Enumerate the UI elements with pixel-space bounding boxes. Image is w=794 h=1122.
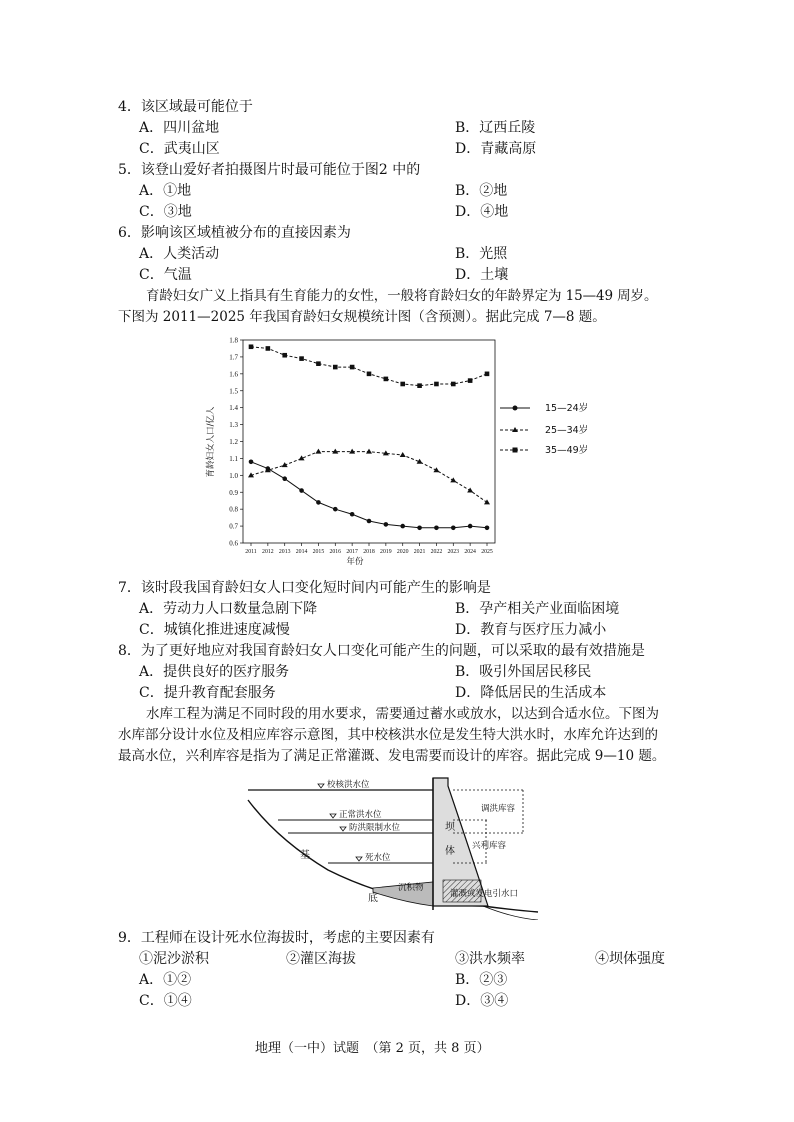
- population-chart: [195, 332, 535, 572]
- intro-7-8-line2: 下图为 2011—2025 年我国育龄妇女规模统计图（含预测）。据此完成 7—8 题。: [118, 309, 606, 325]
- q9-item-1: ①泥沙淤积: [139, 951, 209, 967]
- y-axis-label: 育龄妇女人口/亿人: [206, 406, 216, 478]
- series-2-point-10: [417, 383, 422, 388]
- y-tick-label-3: 0.9: [229, 488, 238, 497]
- series-2-point-4: [316, 361, 321, 366]
- x-tick-label-8: 2019: [380, 549, 392, 555]
- series-0-point-12: [451, 525, 456, 530]
- q8-option-b: B．吸引外国居民移民: [455, 664, 592, 680]
- label-sediment: 沉积物: [398, 883, 424, 893]
- x-axis-label: 年份: [346, 557, 364, 567]
- label-base-1: 基: [300, 850, 310, 861]
- y-tick-label-12: 1.8: [229, 336, 238, 345]
- x-tick-label-11: 2022: [430, 549, 443, 555]
- series-2-point-1: [266, 346, 271, 351]
- q6-option-b: B．光照: [455, 246, 508, 262]
- series-2-point-11: [434, 382, 439, 387]
- intro-9-10-line1: 水库工程为满足不同时段的用水要求，需要通过蓄水或放水，以达到合适水位。下图为: [146, 706, 659, 722]
- series-line-1: [251, 452, 487, 503]
- q8-stem: 8．为了更好地应对我国育龄妇女人口变化可能产生的问题，可以采取的最有效措施是: [118, 643, 645, 659]
- series-0-point-4: [316, 500, 321, 505]
- label-base-2: 底: [368, 893, 378, 904]
- q9-item-3: ③洪水频率: [455, 951, 525, 967]
- series-0-point-9: [400, 524, 405, 529]
- series-1-point-7: [366, 449, 372, 454]
- label-dead-water: 死水位: [365, 853, 391, 863]
- q5-option-c: C．③地: [139, 204, 192, 220]
- series-2-point-5: [333, 365, 338, 370]
- series-2-point-9: [400, 382, 405, 387]
- q7-option-b: B．孕产相关产业面临困境: [455, 601, 620, 617]
- intro-9-10-line2: 水库部分设计水位及相应库容示意图，其中校核洪水位是发生特大洪水时，水库允许达到的: [118, 727, 658, 743]
- intro-7-8-line1: 育龄妇女广义上指具有生育能力的女性，一般将育龄妇女的年龄界定为 15—49 周岁。: [146, 288, 658, 304]
- y-tick-label-4: 1.0: [229, 471, 238, 480]
- x-tick-label-14: 2025: [481, 549, 493, 555]
- y-tick-label-8: 1.4: [229, 404, 238, 413]
- label-benefit-capacity: 兴利库容: [472, 841, 507, 851]
- series-0-point-2: [282, 476, 287, 481]
- q7-stem: 7．该时段我国育龄妇女人口变化短时间内可能产生的影响是: [118, 580, 491, 596]
- series-0-point-6: [350, 512, 355, 517]
- x-tick-label-13: 2024: [464, 549, 476, 555]
- x-tick-label-1: 2012: [262, 549, 274, 555]
- label-dam-1: 坝: [445, 822, 455, 833]
- q9-stem: 9．工程师在设计死水位海拔时，考虑的主要因素有: [118, 930, 435, 946]
- series-2-point-12: [451, 382, 456, 387]
- q9-item-4: ④坝体强度: [595, 951, 665, 967]
- q9-item-2: ②灌区海拔: [286, 951, 356, 967]
- series-1-point-12: [450, 477, 456, 482]
- q9-option-c: C．①④: [139, 993, 192, 1009]
- series-0-point-3: [299, 488, 304, 493]
- label-normal-flood: 正常洪水位: [339, 810, 382, 820]
- x-tick-label-3: 2014: [295, 549, 308, 555]
- x-tick-label-2: 2013: [278, 549, 291, 555]
- q5-option-d: D．④地: [455, 204, 509, 220]
- x-tick-label-6: 2017: [346, 549, 358, 555]
- series-2-point-3: [299, 356, 304, 361]
- base-terrain-lower: [483, 906, 538, 920]
- series-0-point-14: [485, 525, 490, 530]
- marker-1: [318, 784, 324, 788]
- q4-stem: 4．该区域最可能位于: [118, 99, 253, 115]
- q9-option-d: D．③④: [455, 993, 509, 1009]
- y-tick-label-2: 0.8: [229, 505, 238, 514]
- series-0-point-8: [384, 522, 389, 527]
- series-1-point-6: [349, 449, 355, 454]
- q5-option-b: B．②地: [455, 183, 508, 199]
- q6-option-c: C．气温: [139, 267, 192, 283]
- reservoir-diagram: [238, 770, 543, 920]
- series-0-point-10: [417, 525, 422, 530]
- label-flood-limit: 防洪限制水位: [349, 823, 401, 833]
- label-dam-2: 体: [445, 846, 455, 857]
- legend-marker-1: [513, 406, 518, 411]
- series-1-point-5: [332, 449, 338, 454]
- marker-3: [340, 827, 346, 831]
- series-1-point-13: [467, 488, 473, 493]
- q8-option-d: D．降低居民的生活成本: [455, 685, 607, 701]
- q7-option-d: D．教育与医疗压力减小: [455, 622, 607, 638]
- series-0-point-0: [249, 460, 254, 465]
- legend-label-2: 25—34岁: [545, 425, 589, 436]
- y-tick-label-11: 1.7: [229, 353, 238, 362]
- q6-option-d: D．土壤: [455, 267, 509, 283]
- marker-4: [356, 857, 362, 861]
- series-1-point-4: [315, 449, 321, 454]
- series-0-point-7: [367, 519, 372, 524]
- series-1-point-14: [484, 499, 490, 504]
- y-tick-label-9: 1.5: [229, 387, 238, 396]
- q6-stem: 6．影响该区域植被分布的直接因素为: [118, 225, 351, 241]
- q4-option-a: A．四川盆地: [139, 120, 220, 136]
- series-2-point-6: [350, 365, 355, 370]
- q9-option-b: B．②③: [455, 972, 508, 988]
- q6-option-a: A．人类活动: [139, 246, 220, 262]
- x-tick-label-9: 2020: [396, 549, 409, 555]
- label-check-flood: 校核洪水位: [327, 780, 370, 790]
- x-tick-label-4: 2015: [312, 549, 325, 555]
- legend-marker-3: [513, 448, 518, 453]
- q5-stem: 5．该登山爱好者拍摄图片时最可能位于图2 中的: [118, 162, 421, 178]
- series-2-point-13: [468, 378, 473, 383]
- marker-2: [330, 814, 336, 818]
- legend-label-1: 15—24岁: [545, 403, 589, 414]
- series-line-0: [251, 462, 487, 528]
- x-tick-label-5: 2016: [329, 549, 342, 555]
- series-2-point-7: [367, 372, 372, 377]
- x-tick-label-0: 2011: [245, 549, 257, 555]
- q5-option-a: A．①地: [139, 183, 192, 199]
- x-tick-label-7: 2018: [363, 549, 375, 555]
- q4-option-c: C．武夷山区: [139, 141, 220, 157]
- series-0-point-11: [434, 525, 439, 530]
- q8-option-a: A．提供良好的医疗服务: [139, 664, 290, 680]
- intro-9-10-line3: 最高水位，兴利库容是指为了满足正常灌溉、发电需要而设计的库容。据此完成 9—10 题。: [118, 748, 666, 764]
- x-tick-label-10: 2021: [413, 549, 426, 555]
- plot-frame: [243, 340, 495, 543]
- label-outlet: 灌溉或发电引水口: [450, 889, 519, 899]
- series-2-point-0: [249, 344, 254, 349]
- y-tick-label-7: 1.3: [229, 421, 238, 430]
- y-tick-label-6: 1.2: [229, 438, 238, 446]
- x-tick-label-12: 2023: [447, 549, 460, 555]
- series-2-point-14: [485, 372, 490, 377]
- series-0-point-13: [468, 524, 473, 529]
- q4-option-b: B．辽西丘陵: [455, 120, 536, 136]
- legend: [500, 406, 530, 453]
- series-1-point-9: [400, 452, 406, 457]
- legend-label-3: 35—49岁: [545, 445, 589, 456]
- label-flood-capacity: 调洪库容: [481, 804, 516, 814]
- series-0-point-5: [333, 507, 338, 512]
- series-2-point-8: [384, 377, 389, 382]
- y-tick-label-5: 1.1: [229, 454, 238, 463]
- y-tick-label-1: 0.7: [229, 522, 238, 531]
- y-tick-label-10: 1.6: [229, 370, 238, 379]
- q9-option-a: A．①②: [139, 972, 192, 988]
- q7-option-c: C．城镇化推进速度减慢: [139, 622, 290, 638]
- y-tick-label-0: 0.6: [229, 539, 238, 548]
- page-footer: 地理（一中）试题 （第 2 页，共 8 页）: [255, 1041, 490, 1056]
- q7-option-a: A．劳动力人口数量急剧下降: [139, 601, 318, 617]
- series-2-point-2: [282, 353, 287, 358]
- q4-option-d: D．青藏高原: [455, 141, 537, 157]
- q8-option-c: C．提升教育配套服务: [139, 685, 276, 701]
- series-line-2: [251, 347, 487, 386]
